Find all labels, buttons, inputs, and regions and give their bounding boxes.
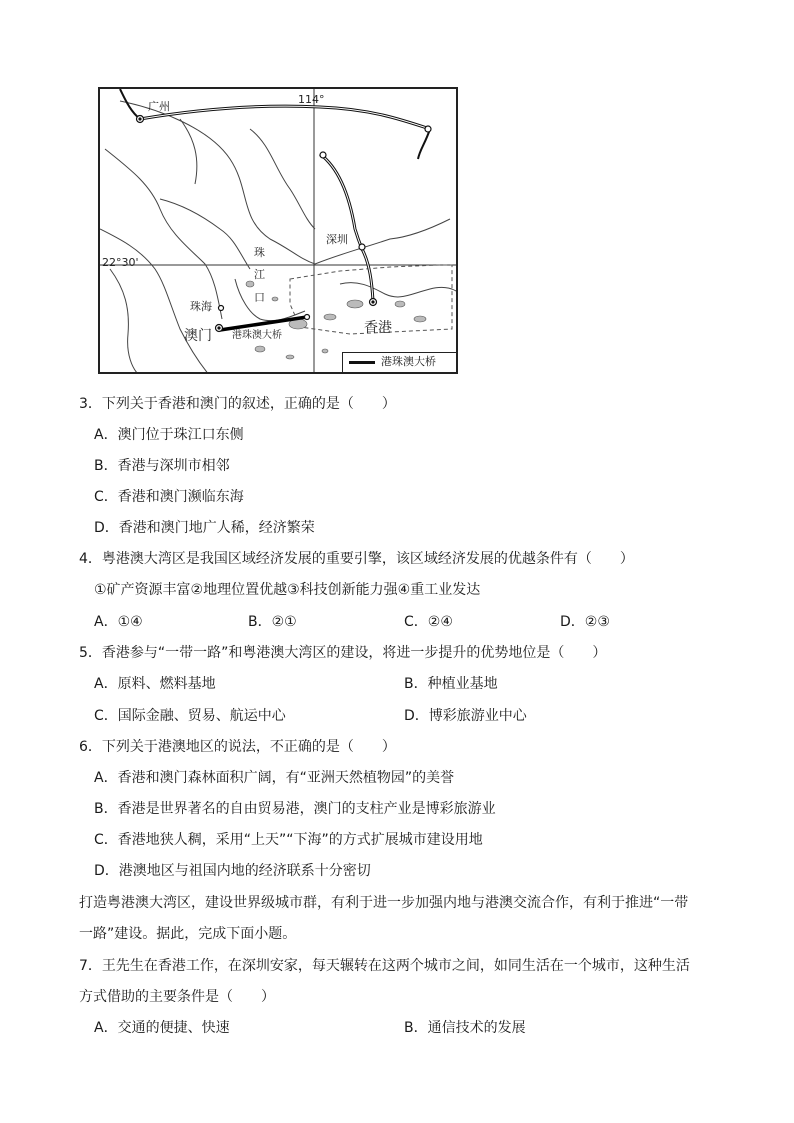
question-6-option-d: D．港澳地区与祖国内地的经济联系十分密切	[94, 863, 371, 879]
question-4-stem: 4．粤港澳大湾区是我国区域经济发展的重要引擎，该区域经济发展的优越条件有（ ）	[79, 551, 634, 567]
railways	[120, 89, 430, 301]
question-7-option-b: B．通信技术的发展	[404, 1020, 526, 1036]
question-5-option-b: B．种植业基地	[404, 676, 498, 692]
question-4-option-b: B．②①	[248, 614, 297, 630]
question-5-stem: 5．香港参与“一带一路”和粤港澳大湾区的建设，将进一步提升的优势地位是（ ）	[79, 645, 607, 661]
city-label-shenzhen: 深圳	[326, 233, 348, 246]
intro-line-1: 打造粤港澳大湾区，建设世界级城市群，有利于进一步加强内地与港澳交流合作，有利于推进“一带	[79, 895, 689, 911]
question-3-option-b: B．香港与深圳市相邻	[94, 458, 230, 474]
city-label-hongkong: 香港	[364, 320, 392, 336]
question-7-option-a: A．交通的便捷、快速	[94, 1020, 230, 1036]
question-4-option-c: C．②④	[404, 614, 453, 630]
question-3-option-d: D．香港和澳门地广人稀，经济繁荣	[94, 520, 315, 536]
question-5-option-d: D．博彩旅游业中心	[404, 708, 527, 724]
longitude-label: 114°	[298, 93, 325, 106]
pearl-river-delta-map	[98, 87, 458, 374]
question-7-stem-line-2: 方式借助的主要条件是（ ）	[79, 989, 275, 1005]
question-5-option-c: C．国际金融、贸易、航运中心	[94, 708, 286, 724]
city-label-guangzhou: 广州	[148, 100, 170, 113]
question-6-option-c: C．香港地狭人稠，采用“上天”“下海”的方式扩展城市建设用地	[94, 832, 483, 848]
bridge-label: 港珠澳大桥	[232, 330, 282, 341]
city-label-zhuhai: 珠海	[190, 300, 212, 313]
map-legend	[342, 352, 456, 372]
question-4-items: ①矿产资源丰富②地理位置优越③科技创新能力强④重工业发达	[94, 582, 481, 598]
city-markers	[137, 116, 432, 332]
question-3-stem: 3．下列关于香港和澳门的叙述，正确的是（ ）	[79, 396, 396, 412]
estuary-label-kou: 口	[254, 291, 265, 304]
question-3-option-a: A．澳门位于珠江口东侧	[94, 427, 244, 443]
question-3-option-c: C．香港和澳门濒临东海	[94, 489, 244, 505]
question-4-option-a: A．①④	[94, 614, 143, 630]
estuary-label-zhu: 珠	[254, 246, 265, 259]
latitude-label: 22°30'	[102, 256, 139, 269]
question-5-option-a: A．原料、燃料基地	[94, 676, 216, 692]
estuary-label-jiang: 江	[254, 268, 265, 281]
question-6-option-a: A．香港和澳门森林面积广阔，有“亚洲天然植物园”的美誉	[94, 770, 455, 786]
city-label-macao: 澳门	[184, 328, 212, 344]
islands	[246, 281, 426, 359]
legend-label: 港珠澳大桥	[381, 355, 436, 368]
legend-bridge-symbol	[349, 361, 375, 364]
question-6-option-b: B．香港是世界著名的自由贸易港，澳门的支柱产业是博彩旅游业	[94, 801, 496, 817]
intro-line-2: 一路”建设。据此，完成下面小题。	[79, 926, 297, 942]
question-4-option-d: D．②③	[560, 614, 610, 630]
question-7-stem-line-1: 7．王先生在香港工作，在深圳安家，每天辗转在这两个城市之间，如同生活在一个城市，这种生活	[79, 958, 690, 974]
question-6-stem: 6．下列关于港澳地区的说法，不正确的是（ ）	[79, 739, 396, 755]
